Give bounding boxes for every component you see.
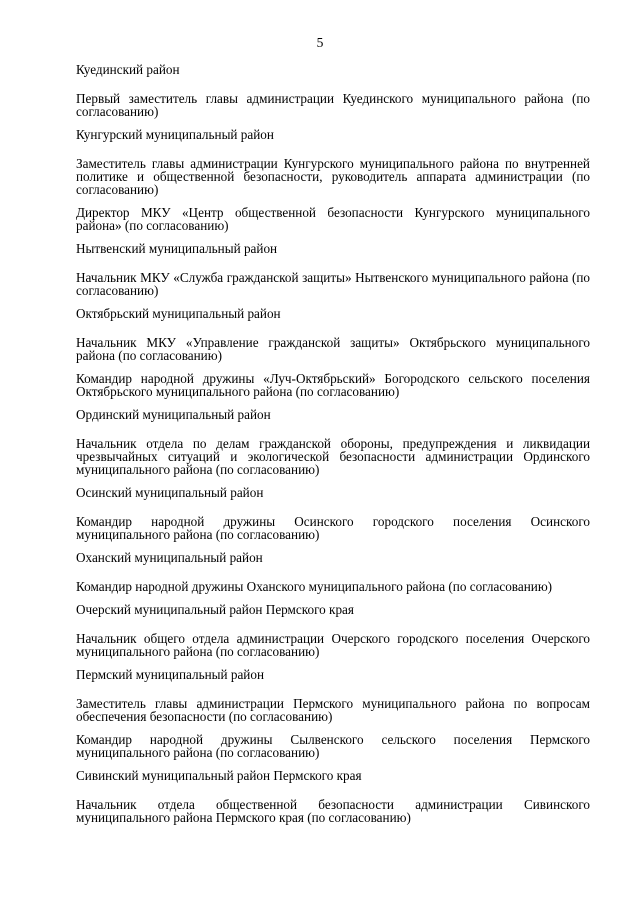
- position-entry: Директор МКУ «Центр общественной безопасности Кунгурского муниципального района» (по согласованию): [76, 205, 590, 233]
- page-number: 5: [316, 35, 324, 50]
- position-entry: Командир народной дружины Оханского муниципального района (по согласованию): [76, 579, 553, 594]
- document-body: [76, 63, 590, 834]
- position-entry: Заместитель главы администрации Пермского муниципального района по вопросам обеспечения безопасности (по согласованию): [76, 696, 590, 724]
- position-entry: Начальник МКУ «Управление гражданской защиты» Октябрьского муниципального района (по согласованию): [76, 335, 590, 363]
- section-heading: Осинский муниципальный район: [76, 485, 264, 500]
- position-entry: Первый заместитель главы администрации Куединского муниципального района (по согласованию): [76, 91, 590, 119]
- position-entry: Начальник МКУ «Служба гражданской защиты» Нытвенского муниципального района (по согласованию): [76, 270, 590, 298]
- section-heading: Оханский муниципальный район: [76, 550, 263, 565]
- section-heading: Куединский район: [76, 62, 180, 77]
- position-entry: Командир народной дружины Осинского городского поселения Осинского муниципального района (по согласованию): [76, 514, 590, 542]
- section-heading: Ординский муниципальный район: [76, 407, 271, 422]
- position-entry: Командир народной дружины Сылвенского сельского поселения Пермского муниципального района (по согласованию): [76, 732, 590, 760]
- section-heading: Очерский муниципальный район Пермского края: [76, 602, 354, 617]
- section-heading: Кунгурский муниципальный район: [76, 127, 274, 142]
- position-entry: Заместитель главы администрации Кунгурского муниципального района по внутренней политике и общественной безопасности, руководитель аппарата администрации (по согласованию): [76, 156, 590, 197]
- section-heading: Нытвенский муниципальный район: [76, 241, 278, 256]
- section-heading: Сивинский муниципальный район Пермского края: [76, 768, 362, 783]
- position-entry: Начальник отдела общественной безопасности администрации Сивинского муниципального района Пермского края (по согласованию): [76, 797, 590, 825]
- section-heading: Пермский муниципальный район: [76, 667, 265, 682]
- section-heading: Октябрьский муниципальный район: [76, 306, 281, 321]
- position-entry: Начальник общего отдела администрации Очерского городского поселения Очерского муниципального района (по согласованию): [76, 631, 590, 659]
- position-entry: Командир народной дружины «Луч-Октябрьский» Богородского сельского поселения Октябрьского муниципального района (по согласованию): [76, 371, 590, 399]
- position-entry: Начальник отдела по делам гражданской обороны, предупреждения и ликвидации чрезвычайных ситуаций и экологической безопасности администрации Ординского муниципального района (по согласованию): [76, 436, 590, 477]
